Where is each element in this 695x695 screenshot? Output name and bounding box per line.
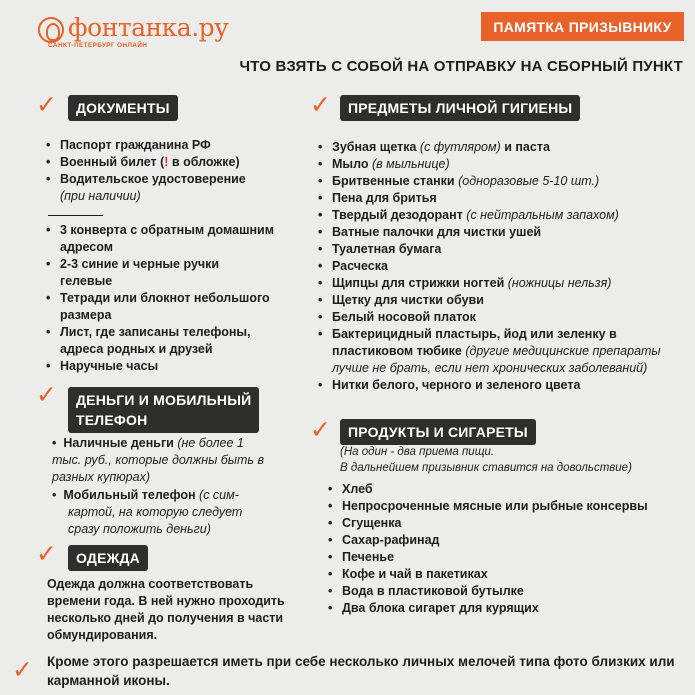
list-item: • Лист, где записаны телефоны, адреса родных и друзей (44, 324, 274, 358)
food-note: (На один - два приема пищи. В дальнейшем призывник ставится на довольствие) (340, 446, 632, 474)
list-item: • Паспорт гражданина РФ (44, 137, 279, 154)
list-item: • Туалетная бумага (316, 241, 686, 258)
logo (38, 14, 228, 43)
hygiene-list (316, 139, 686, 394)
list-item: • Военный билет (! в обложке) (44, 154, 279, 171)
list-item: • Кофе и чай в пакетиках (326, 566, 656, 583)
list-item: • Бритвенные станки (одноразовые 5-10 шт.) (316, 173, 686, 190)
checkmark-icon: ✓ (36, 381, 57, 409)
list-item: • Нитки белого, черного и зеленого цвета (316, 377, 686, 394)
list-item: • Непросроченные мясные или рыбные консервы (326, 498, 656, 515)
list-item: • Хлеб (326, 481, 656, 498)
checkmark-icon: ✓ (12, 656, 33, 684)
section-header-food: ПРОДУКТЫ И СИГАРЕТЫ (340, 419, 536, 445)
list-item: • Вода в пластиковой бутылке (326, 583, 656, 600)
logo-icon (38, 17, 64, 43)
list-item: • Два блока сигарет для курящих (326, 600, 656, 617)
list-item: • Ватные палочки для чистки ушей (316, 224, 686, 241)
documents-list-extra (44, 222, 274, 375)
checkmark-icon: ✓ (36, 91, 57, 119)
checkmark-icon: ✓ (36, 540, 57, 568)
page-banner: ПАМЯТКА ПРИЗЫВНИКУ (481, 12, 684, 41)
documents-list (44, 137, 279, 205)
list-item: • 2-3 синие и черные ручки гелевые (44, 256, 274, 290)
money-item-phone: • Мобильный телефон (с сим-картой, на которую следует сразу положить деньги) (52, 488, 243, 536)
logo-subtitle: САНКТ-ПЕТЕРБУРГ ОНЛАЙН (48, 42, 148, 49)
list-item: • Зубная щетка (с футляром) и паста (316, 139, 686, 156)
list-item: • Водительское удостоверение (при наличии) (44, 171, 279, 205)
list-item: • Мыло (в мыльнице) (316, 156, 686, 173)
list-item: • Щипцы для стрижки ногтей (ножницы нельзя) (316, 275, 686, 292)
logo-name: фонтанка.ру (68, 13, 229, 42)
checkmark-icon: ✓ (310, 91, 331, 119)
list-item: • 3 конверта с обратным домашним адресом (44, 222, 274, 256)
list-item: • Твердый дезодорант (с нейтральным запахом) (316, 207, 686, 224)
checkmark-icon: ✓ (310, 416, 331, 444)
list-item: • Печенье (326, 549, 656, 566)
list-item: • Сахар-рафинад (326, 532, 656, 549)
section-header-money: ДЕНЬГИ И МОБИЛЬНЫЙ ТЕЛЕФОН (68, 387, 259, 433)
section-header-clothes: ОДЕЖДА (68, 545, 148, 571)
list-item: • Бактерицидный пластырь, йод или зеленку в пластиковом тюбике (другие медицинские препараты лучше не брать, если нет хронических заболеваний) (316, 326, 686, 377)
list-item: • Расческа (316, 258, 686, 275)
money-item-cash: • Наличные деньги (не более 1 тыс. руб., которые должны быть в разных купюрах) (52, 436, 264, 484)
page-subtitle: ЧТО ВЗЯТЬ С СОБОЙ НА ОТПРАВКУ НА СБОРНЫЙ ПУНКТ (239, 58, 683, 75)
list-item: • Тетради или блокнот небольшого размера (44, 290, 274, 324)
divider (48, 215, 103, 216)
footer-note: Кроме этого разрешается иметь при себе несколько личных мелочей типа фото близких или карманной иконы. (47, 654, 675, 688)
list-item: • Щетку для чистки обуви (316, 292, 686, 309)
section-header-hygiene: ПРЕДМЕТЫ ЛИЧНОЙ ГИГИЕНЫ (340, 95, 580, 121)
clothes-text: Одежда должна соответствовать времени года. В ней нужно проходить несколько дней до получения в части обмундирования. (47, 577, 285, 642)
list-item: • Белый носовой платок (316, 309, 686, 326)
list-item: • Пена для бритья (316, 190, 686, 207)
section-header-documents: ДОКУМЕНТЫ (68, 95, 178, 121)
food-list (326, 481, 656, 617)
list-item: • Наручные часы (44, 358, 274, 375)
list-item: • Сгущенка (326, 515, 656, 532)
